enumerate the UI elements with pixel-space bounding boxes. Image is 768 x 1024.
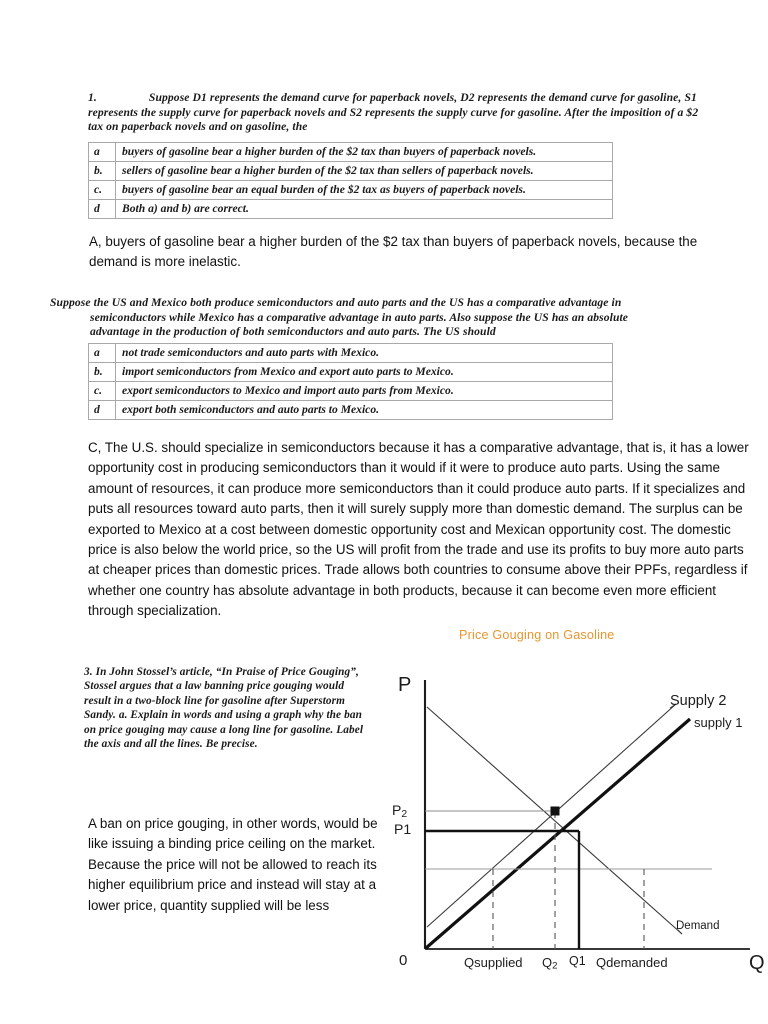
question-2-stem (50, 296, 722, 340)
x-axis-label: Q (749, 952, 765, 974)
option-label: c. (89, 382, 116, 401)
table-row[interactable] (89, 363, 613, 382)
price-tick-p2: P2 (392, 802, 408, 820)
option-text: export both semiconductors and auto parts to Mexico. (116, 401, 613, 420)
question-1-stem-line-1: Suppose D1 represents the demand curve for paperback novels, D2 represents the demand curve for gasoline, (148, 91, 682, 104)
table-row[interactable] (89, 200, 613, 219)
question-1-answer: A, buyers of gasoline bear a higher burden of the $2 tax than buyers of paperback novels, because the demand is more inelastic. (89, 234, 698, 270)
question-1-number: 1. (88, 91, 97, 104)
price-tick-p1: P1 (394, 821, 412, 837)
option-text: export semiconductors to Mexico and import auto parts from Mexico. (116, 382, 613, 401)
equilibrium-dot (551, 807, 560, 816)
option-label: b. (89, 363, 116, 382)
option-label: b. (89, 162, 116, 181)
y-axis-label: P (398, 674, 412, 696)
option-label: a (89, 143, 116, 162)
option-label: c. (89, 181, 116, 200)
supply-2-label: Supply 2 (670, 693, 727, 709)
option-text: buyers of gasoline bear an equal burden of the $2 tax as buyers of paperback novels. (116, 181, 613, 200)
question-3-prompt: 3. In John Stossel’s article, “In Praise of Price Gouging”, Stossel argues that a law banning price gouging would result in a two-block line for gasoline after Superstorm Sandy. (84, 666, 359, 722)
chart-title: Price Gouging on Gasoline (459, 628, 615, 642)
question-2-options-table (88, 343, 613, 420)
question-1-stem (88, 91, 714, 135)
quantity-tick-qdemanded: Qdemanded (596, 955, 668, 970)
table-row[interactable] (89, 162, 613, 181)
question-2-stem-line-3: advantage in the production of both semiconductors and auto parts. The US should (90, 325, 496, 339)
option-text: sellers of gasoline bear a higher burden of the $2 tax than sellers of paperback novels. (116, 162, 613, 181)
table-row[interactable] (89, 382, 613, 401)
quantity-tick-qsupplied: Qsupplied (464, 955, 523, 970)
supply-demand-chart (392, 662, 768, 992)
option-text: not trade semiconductors and auto parts with Mexico. (116, 344, 613, 363)
question-3-part-a: a. Explain in words and using a graph why the ban on price gouging may cause a long line for gasoline. Label the axis and all the lines. Be precise. (84, 709, 364, 751)
question-1-options-table (88, 142, 613, 219)
table-row[interactable] (89, 401, 613, 420)
option-label: d (89, 401, 116, 420)
option-text: import semiconductors from Mexico and export auto parts to Mexico. (116, 363, 613, 382)
quantity-tick-q1: Q1 (569, 954, 586, 968)
demand-curve (427, 707, 682, 934)
question-2-stem-line-1: Suppose the US and Mexico both produce semiconductors and auto parts and the US has a comparative advantage in (50, 296, 622, 309)
supply-1-curve (426, 719, 690, 948)
table-row[interactable] (89, 143, 613, 162)
quantity-tick-q2: Q2 (542, 955, 558, 972)
option-text: buyers of gasoline bear a higher burden of the $2 tax than buyers of paperback novels. (116, 143, 613, 162)
question-1-stem-line-3: imposition of a $2 tax on paperback novels and on gasoline, the (88, 105, 699, 134)
option-label: d (89, 200, 116, 219)
question-3-answer: A ban on price gouging, in other words, would be like issuing a binding price ceiling on the market. Because the price will not be allowed to reach its higher equilibrium price and instead will stay at a lower price, quantity supplied will be less (88, 816, 378, 913)
question-2-answer: C, The U.S. should specialize in semiconductors because it has a comparative advantage, that is, it has a lower opportunity cost in producing semiconductors than it would if it were to produce auto parts. Using the same amount of resources, it can produce more semiconductors than it could produce auto parts. If it specializes and puts all resources toward auto parts, then it will surely supply more than domestic demand. The surplus can be exported to Mexico at a cost between domestic opportunity cost and Mexican opportunity cost. The domestic price is also below the world price, so the US will profit from the trade and use its profits to buy more auto parts at cheaper prices than domestic prices. Trade allows both countries to consume above their PPFs, regardless if whether one country has absolute advantage in both products, because it can become even more efficient through specialization. (88, 440, 749, 619)
question-1-stem-line-2: S1 represents the supply curve for paperback novels and S2 represents the supply curve for gasoline. After the (88, 91, 697, 119)
table-row[interactable] (89, 344, 613, 363)
demand-label: Demand (676, 920, 720, 932)
origin-label: 0 (399, 952, 408, 969)
supply-1-label: supply 1 (694, 715, 743, 730)
question-3-stem (84, 665, 372, 751)
table-row[interactable] (89, 181, 613, 200)
option-label: a (89, 344, 116, 363)
option-text: Both a) and b) are correct. (116, 200, 613, 219)
question-2-stem-line-2: semiconductors while Mexico has a comparative advantage in auto parts. Also suppose the US has an absolute (90, 310, 629, 324)
